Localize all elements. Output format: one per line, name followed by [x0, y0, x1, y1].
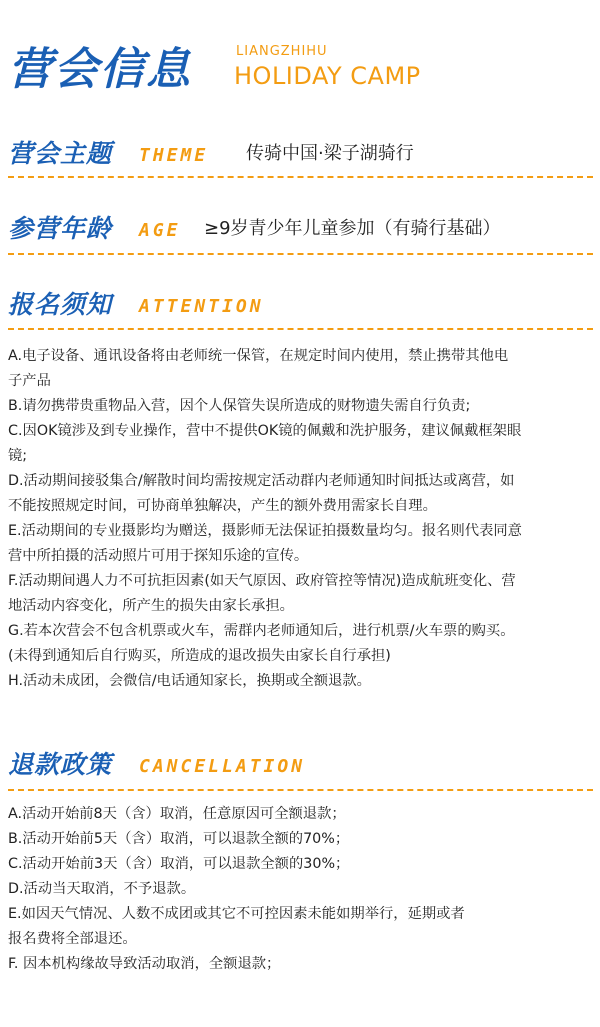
- cancellation-heading: 退款政策: [8, 750, 113, 779]
- list-item: 营中所拍摄的活动照片可用于探知乐途的宣传。: [8, 548, 309, 564]
- theme-section: [8, 137, 593, 173]
- list-item: D.活动当天取消，不予退款。: [8, 881, 196, 897]
- list-item: C.活动开始前3天（含）取消，可以退款全额的30%；: [8, 856, 350, 872]
- list-item: E.如因天气情况、人数不成团或其它不可控因素未能如期举行，延期或者: [8, 906, 465, 922]
- attention-heading: 报名须知: [8, 290, 113, 319]
- list-item: 不能按照规定时间，可协商单独解决，产生的额外费用需家长自理。: [8, 498, 437, 514]
- list-item: F. 因本机构缘故导致活动取消，全额退款；: [8, 956, 281, 972]
- list-item: A.电子设备、通讯设备将由老师统一保管，在规定时间内使用，禁止携带其他电: [8, 348, 509, 364]
- age-value: ≥9岁青少年儿童参加（有骑行基础）: [204, 218, 501, 239]
- cancellation-heading-en: CANCELLATION: [139, 756, 306, 777]
- list-item: B.活动开始前5天（含）取消，可以退款全额的70%；: [8, 831, 350, 847]
- theme-heading-en: THEME: [139, 145, 209, 166]
- divider: [8, 789, 593, 791]
- cancellation-section-header: [8, 748, 593, 784]
- divider: [8, 328, 593, 330]
- list-item: (未得到通知后自行购买，所造成的退改损失由家长自行承担): [8, 648, 391, 664]
- list-item: D.活动期间接驳集合/解散时间均需按规定活动群内老师通知时间抵达或离营，如: [8, 473, 515, 489]
- theme-value: 传骑中国·梁子湖骑行: [246, 143, 414, 164]
- page-title: 营会信息: [8, 44, 192, 95]
- age-heading-en: AGE: [139, 220, 181, 241]
- list-item: B.请勿携带贵重物品入营，因个人保管失误所造成的财物遗失需自行负责;: [8, 398, 471, 414]
- list-item: A.活动开始前8天（含）取消，任意原因可全额退款；: [8, 806, 346, 822]
- age-section: [8, 212, 593, 248]
- age-heading: 参营年龄: [8, 214, 113, 243]
- list-item: E.活动期间的专业摄影均为赠送，摄影师无法保证拍摄数量均匀。报名则代表同意: [8, 523, 522, 539]
- list-item: 地活动内容变化，所产生的损失由家长承担。: [8, 598, 294, 614]
- list-item: 子产品: [8, 373, 51, 389]
- camp-type-label: HOLIDAY CAMP: [234, 62, 421, 90]
- attention-list: [8, 344, 593, 694]
- list-item: H.活动未成团，会微信/电话通知家长，换期或全额退款。: [8, 673, 371, 689]
- list-item: C.因OK镜涉及到专业操作，营中不提供OK镜的佩戴和洗护服务，建议佩戴框架眼: [8, 423, 522, 439]
- list-item: G.若本次营会不包含机票或火车，需群内老师通知后，进行机票/火车票的购买。: [8, 623, 515, 639]
- page-header: [8, 38, 593, 98]
- list-item: 镜;: [8, 448, 28, 464]
- divider: [8, 253, 593, 255]
- camp-location-label: LIANGZHIHU: [236, 44, 328, 59]
- theme-heading: 营会主题: [8, 139, 113, 168]
- cancellation-list: [8, 802, 593, 977]
- list-item: F.活动期间遇人力不可抗拒因素(如天气原因、政府管控等情况)造成航班变化、营: [8, 573, 516, 589]
- divider: [8, 176, 593, 178]
- attention-section-header: [8, 288, 593, 324]
- list-item: 报名费将全部退还。: [8, 931, 137, 947]
- attention-heading-en: ATTENTION: [139, 296, 264, 317]
